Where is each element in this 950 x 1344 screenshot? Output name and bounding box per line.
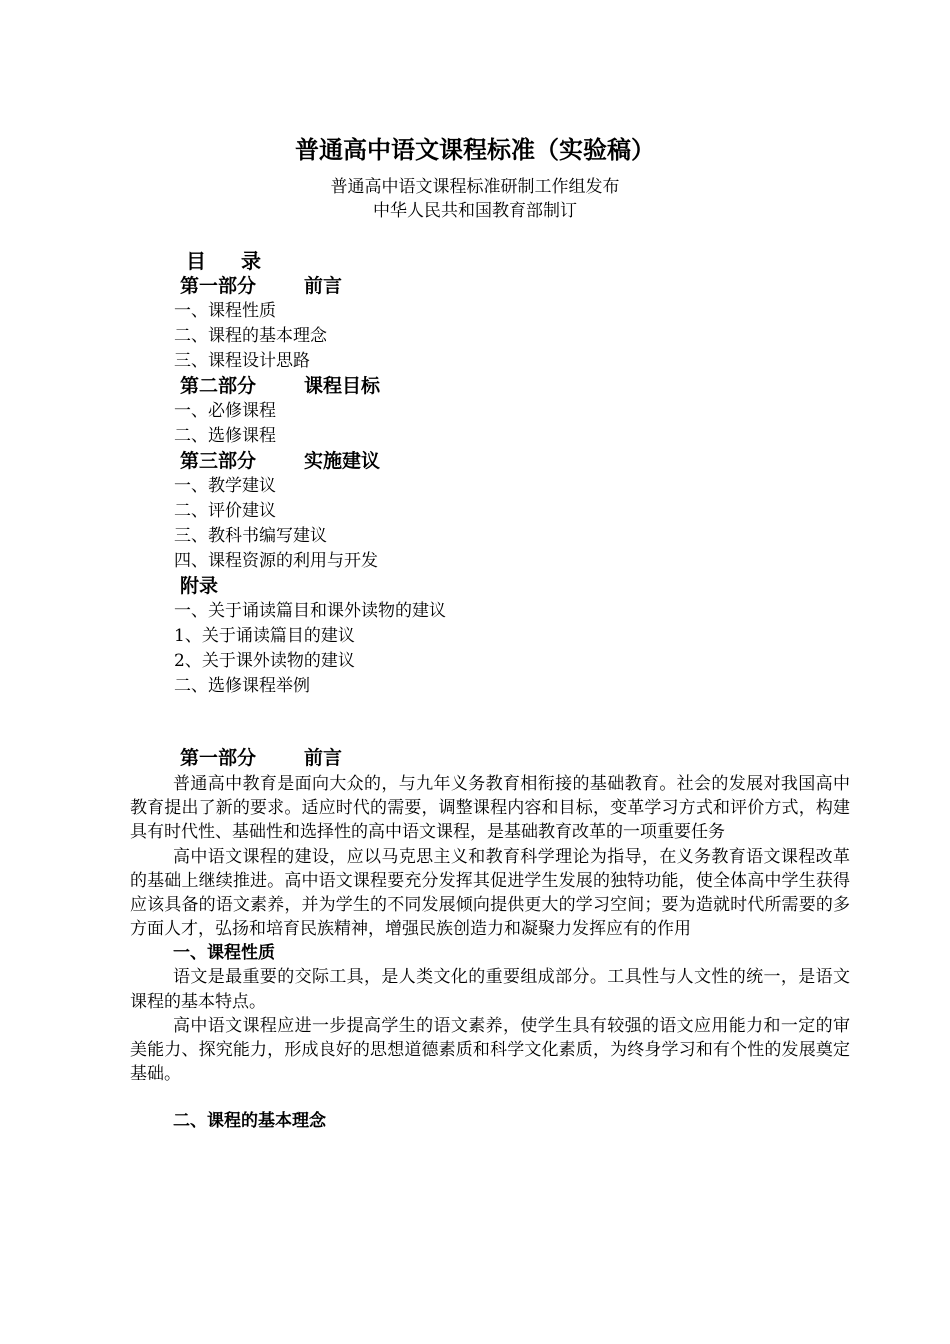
document-title: 普通高中语文课程标准（实验稿） [295, 135, 655, 164]
toc-item-entry: 一、教学建议 [174, 476, 276, 496]
publisher-line: 普通高中语文课程标准研制工作组发布 [330, 177, 620, 197]
toc-part-name: 实施建议 [304, 450, 381, 472]
toc-part-entry [174, 574, 814, 599]
toc-item-entry: 二、评价建议 [174, 501, 276, 521]
toc-item-entry: 四、课程资源的利用与开发 [174, 551, 378, 571]
part-heading [130, 744, 850, 772]
part-number: 第一部分 [180, 747, 257, 769]
section-heading: 一、课程性质 [173, 943, 275, 964]
toc-part-number: 附录 [180, 575, 219, 597]
section-heading: 二、课程的基本理念 [173, 1111, 326, 1132]
toc-item-entry: 一、课程性质 [174, 301, 276, 321]
issuer-line: 中华人民共和国教育部制订 [373, 201, 577, 221]
toc-part-number: 第三部分 [180, 450, 257, 472]
intro-paragraph: 普通高中教育是面向大众的，与九年义务教育相衔接的基础教育。社会的发展对我国高中教育提出了新的要求。适应时代的需要，调整课程内容和目标，变革学习方式和评价方式，构建具有时代性、基础性和选择性的高中语文课程，是基础教育改革的一项重要任务 [130, 774, 850, 843]
table-of-contents [174, 248, 814, 699]
toc-item-entry: 二、选修课程 [174, 426, 276, 446]
toc-part-number: 第一部分 [180, 275, 257, 297]
toc-item-entry: 二、选修课程举例 [174, 676, 310, 696]
toc-item-entry: 一、关于诵读篇目和课外读物的建议 [174, 601, 446, 621]
toc-part-name: 课程目标 [304, 375, 381, 397]
intro-paragraph: 高中语文课程的建设，应以马克思主义和教育科学理论为指导，在义务教育语文课程改革的基础上继续推进。高中语文课程要充分发挥其促进学生发展的独特功能，使全体高中学生获得应该具备的语文素养，并为学生的不同发展倾向提供更大的学习空间；要为造就时代所需要的多方面人才，弘扬和培育民族精神，增强民族创造力和凝聚力发挥应有的作用 [130, 846, 850, 940]
toc-part-entry [174, 449, 814, 474]
toc-item-entry: 1、关于诵读篇目的建议 [174, 626, 355, 646]
toc-heading: 目 录 [186, 249, 275, 273]
section-paragraph: 高中语文课程应进一步提高学生的语文素养，使学生具有较强的语文应用能力和一定的审美能力、探究能力，形成良好的思想道德素质和科学文化素质，为终身学习和有个性的发展奠定基础。 [130, 1015, 850, 1085]
toc-part-entry [174, 374, 814, 399]
toc-part-number: 第二部分 [180, 375, 257, 397]
toc-list [174, 274, 814, 699]
toc-part-entry [174, 274, 814, 299]
toc-part-name: 前言 [304, 275, 343, 297]
section-paragraph: 语文是最重要的交际工具，是人类文化的重要组成部分。工具性与人文性的统一，是语文课程的基本特点。 [130, 967, 850, 1012]
toc-item-entry: 2、关于课外读物的建议 [174, 651, 355, 671]
toc-item-entry: 一、必修课程 [174, 401, 276, 421]
toc-item-entry: 三、课程设计思路 [174, 351, 310, 371]
document-body [130, 744, 850, 1133]
part-name: 前言 [304, 747, 343, 769]
toc-item-entry: 二、课程的基本理念 [174, 326, 327, 346]
toc-item-entry: 三、教科书编写建议 [174, 526, 327, 546]
